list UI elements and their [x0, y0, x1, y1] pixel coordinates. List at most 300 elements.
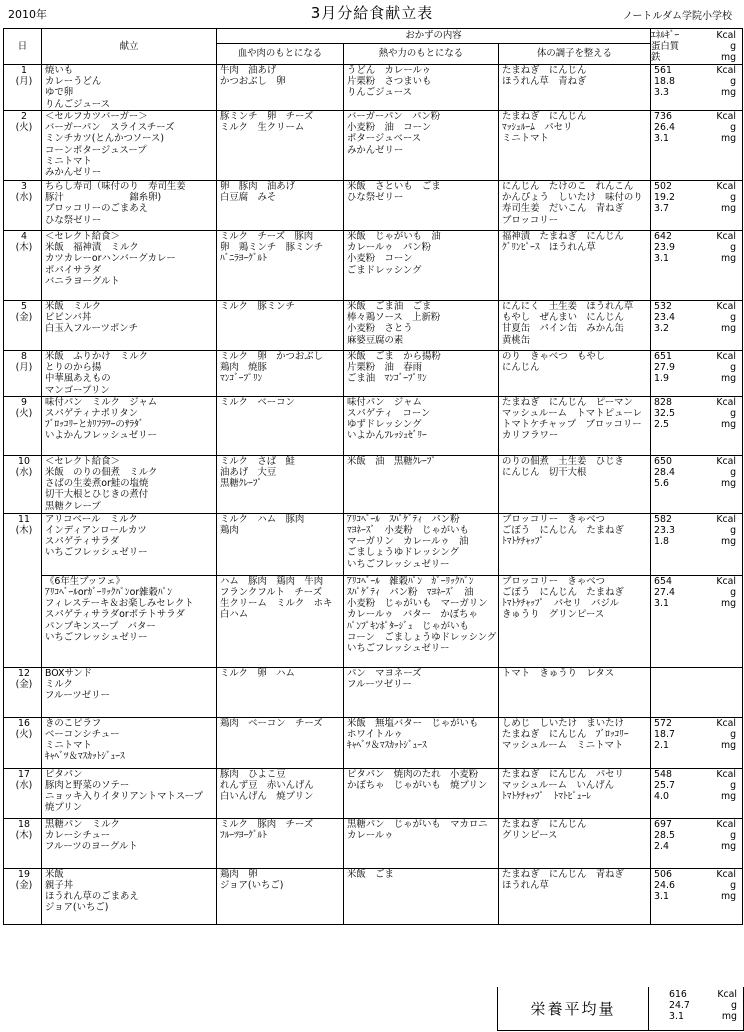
protein-unit: g	[730, 242, 737, 254]
body-line: マッシュルーム いんげん	[502, 780, 614, 792]
heat-line: ゆずドレッシング	[347, 419, 422, 431]
heat-line: ﾏﾖﾈｰｽﾞ 小麦粉 じゃがいも	[347, 525, 469, 537]
blood-cell	[217, 351, 344, 397]
heat-line: 米飯 無塩バター じゃがいも	[347, 717, 479, 729]
iron-value: 3.2	[654, 323, 669, 335]
blood-line: 白豆腐 みそ	[220, 192, 277, 204]
body-header: 体の調子を整える	[499, 44, 651, 65]
blood-line: 鶏肉 卵	[220, 868, 258, 880]
heat-line: カレールゥ バター かぼちゃ	[347, 609, 478, 621]
menu-line: 豚肉と野菜のソテー	[45, 780, 130, 792]
blood-line: ミルク チーズ 豚肉	[220, 231, 314, 242]
blood-line: 生クリーム ミルク ホキ	[220, 598, 333, 610]
nutrition-cell	[651, 111, 743, 181]
body-line: にんにく 土生姜 ほうれん草	[502, 301, 634, 312]
menu-line: ミンチカツ(とんかつソース)	[45, 133, 164, 145]
protein-unit: g	[730, 780, 737, 792]
nutrition-header: ｴﾈﾙｷﾞｰ Kcal 蛋白質 g 鉄 mg	[651, 29, 743, 65]
menu-line: 焼いも	[45, 65, 74, 76]
iron-unit: mg	[720, 253, 737, 265]
heat-cell	[344, 667, 499, 717]
blood-line: ﾊﾞﾆﾗﾖｰｸﾞﾙﾄ	[220, 253, 267, 265]
menu-row	[4, 717, 743, 768]
menu-line: 切干大根とひじきの煮付	[45, 489, 149, 501]
heat-line: みかんゼリー	[347, 144, 404, 156]
blood-line: ミルク 卵 ハム	[220, 667, 295, 679]
blood-cell	[217, 181, 344, 231]
heat-cell	[344, 575, 499, 667]
blood-cell	[217, 396, 344, 455]
iron-value: 1.9	[654, 373, 669, 385]
heat-line: 小麦粉 さとう	[347, 323, 413, 335]
nutrition-cell	[651, 513, 743, 575]
nutrition-cell	[651, 818, 743, 868]
heat-line: ホワイトルゥ	[347, 729, 403, 741]
dish-content-header: おかずの内容	[217, 29, 651, 44]
menu-line: マンゴープリン	[45, 384, 110, 396]
menu-line: バーガーパン スライスチーズ	[45, 122, 175, 134]
heat-line: 黒糖パン じゃがいも マカロニ	[347, 818, 488, 830]
day-cell: 9 (火)	[4, 396, 42, 455]
heat-line: 麻婆豆腐の素	[347, 334, 404, 346]
protein-unit: g	[730, 880, 737, 892]
heat-cell	[344, 301, 499, 351]
menu-line: インディアンロールカツ	[45, 525, 147, 537]
heat-cell	[344, 65, 499, 111]
protein-value: 23.9	[654, 242, 675, 254]
blood-cell	[217, 513, 344, 575]
blood-line: ミルク 卵 かつおぶし	[220, 351, 323, 362]
menu-line: ｱﾘｺﾍﾞｰﾙorｶﾞｰﾘｯｸﾊﾟﾝor雑穀ﾊﾟﾝ	[45, 587, 172, 599]
heat-header: 熱や力のもとになる	[344, 44, 499, 65]
body-line: にんじん 切干大根	[502, 467, 587, 479]
blood-cell	[217, 111, 344, 181]
iron-value: 3.1	[654, 133, 669, 145]
heat-line: 米飯 じゃがいも 油	[347, 231, 441, 242]
menu-line: ひな祭ゼリー	[45, 214, 102, 226]
iron-unit: mg	[720, 841, 737, 853]
blood-line: ミルク さば 鮭	[220, 455, 295, 467]
energy-unit: Kcal	[716, 351, 737, 362]
heat-line: 小麦粉 じゃがいも マーガリン	[347, 598, 488, 610]
menu-cell	[42, 717, 217, 768]
energy-value: 736	[654, 111, 672, 122]
nutrition-cell	[651, 396, 743, 455]
menu-line: スパゲティサラダorポテトサラダ	[45, 609, 185, 621]
nutrition-cell	[651, 301, 743, 351]
menu-line: 豚汁 錦糸卵)	[45, 192, 162, 204]
protein-value: 28.4	[654, 467, 675, 479]
menu-line: 《6年生ブッフェ》	[45, 575, 125, 587]
menu-row	[4, 65, 743, 111]
body-line: トマトケチャップ ブロッコリー	[502, 419, 642, 431]
body-cell	[499, 396, 651, 455]
body-line: マッシュルーム ミニトマト	[502, 740, 624, 752]
heat-line: ｷｬﾍﾞﾂ＆ﾏｽｶｯﾄｼﾞｭｰｽ	[347, 740, 427, 752]
body-line: ﾄﾏﾄｹﾁｬｯﾌﾟ パセリ バジル	[502, 598, 619, 610]
nutrition-cell	[651, 455, 743, 513]
menu-row	[4, 868, 743, 924]
energy-unit: Kcal	[716, 868, 737, 880]
heat-line: いちごフレッシュゼリー	[347, 558, 450, 570]
body-cell	[499, 301, 651, 351]
heat-line: 片栗粉 油 春雨	[347, 362, 423, 374]
body-line: にんじん	[502, 362, 540, 374]
heat-line: ごまドレッシング	[347, 264, 422, 276]
menu-line: ＜セレクト給食＞	[45, 231, 120, 242]
year-label: 2010年	[8, 8, 47, 21]
blood-line: ミルク 豚肉 チーズ	[220, 818, 314, 830]
blood-cell	[217, 717, 344, 768]
menu-line: 米飯 ミルク	[45, 301, 102, 312]
iron-value: 3.1	[654, 891, 669, 903]
menu-header: 献立	[42, 29, 217, 65]
menu-cell	[42, 667, 217, 717]
menu-line: 黒糖パン ミルク	[45, 818, 120, 830]
menu-line: 親子丼	[45, 880, 74, 892]
heat-line: カレールゥ パン粉	[347, 242, 432, 254]
blood-line: ミルク ハム 豚肉	[220, 513, 305, 525]
menu-line: ほうれん草のごまあえ	[45, 891, 139, 903]
energy-value: 650	[654, 455, 672, 467]
body-cell	[499, 818, 651, 868]
protein-value: 19.2	[654, 192, 675, 204]
heat-line: ｱﾘｺﾍﾞｰﾙ ｽﾊﾟｹﾞﾃｨ パン粉	[347, 513, 460, 525]
body-line: ブロッコリー きゃべつ	[502, 575, 605, 587]
menu-line: いよかんフレッシュゼリー	[45, 430, 157, 442]
heat-line: いよかんﾌﾚｯｼｭｾﾞﾘｰ	[347, 430, 427, 442]
iron-value: 2.4	[654, 841, 669, 853]
blood-line: ﾌﾙｰﾂﾖｰｸﾞﾙﾄ	[220, 830, 267, 842]
body-cell	[499, 667, 651, 717]
body-line: ｸﾞﾘﾝﾋﾟｰｽ ほうれん草	[502, 242, 596, 254]
protein-value: 18.7	[654, 729, 675, 741]
heat-line: ひな祭ゼリー	[347, 192, 404, 204]
heat-line: りんごジュース	[347, 87, 412, 99]
menu-line: ﾌﾞﾛｯｺﾘｰとｶﾘﾌﾗﾜｰのｻﾗﾀﾞ	[45, 419, 144, 431]
protein-unit: g	[730, 192, 737, 204]
heat-line: フルーツゼリー	[347, 679, 412, 691]
protein-unit: g	[730, 408, 737, 420]
body-line: かんぴょう しいたけ 味付のり	[502, 192, 643, 204]
body-line: ﾄﾏﾄｹﾁｬｯﾌﾟ	[502, 536, 545, 548]
menu-line: りんごジュース	[45, 98, 110, 110]
blood-cell	[217, 768, 344, 818]
body-cell	[499, 181, 651, 231]
menu-line: カレーうどん	[45, 76, 102, 88]
iron-unit: mg	[720, 536, 737, 548]
heat-line: ｽﾊﾟｹﾞﾃｨ パン粉 ﾏﾖﾈｰｽﾞ 油	[347, 587, 474, 599]
menu-line: いちごフレッシュゼリー	[45, 547, 148, 559]
heat-line: スパゲティ コーン	[347, 408, 431, 420]
menu-line: ちらし寿司（味付のり 寿司生姜	[45, 181, 186, 192]
iron-value: 2.5	[654, 419, 669, 431]
body-line: ごぼう にんじん たまねぎ	[502, 587, 624, 599]
menu-line: パンプキンスープ バター	[45, 620, 156, 632]
heat-cell	[344, 351, 499, 397]
body-line: たまねぎ にんじん ピーマン	[502, 396, 633, 408]
body-line: ほうれん草 青ねぎ	[502, 76, 587, 88]
body-line: グリンピース	[502, 830, 558, 842]
energy-value: 654	[654, 575, 672, 587]
menu-cell	[42, 181, 217, 231]
school-name: ノートルダム学院小学校	[622, 11, 732, 22]
menu-cell	[42, 231, 217, 301]
menu-line: 味付パン ミルク ジャム	[45, 396, 158, 408]
menu-row	[4, 575, 743, 667]
blood-line: ジョア(いちご)	[220, 880, 284, 892]
body-line: ﾏｯｼｭﾙｰﾑ パセリ	[502, 122, 573, 134]
body-line: トマト きゅうり レタス	[502, 667, 615, 679]
menu-line: いちごフレッシュゼリー	[45, 631, 148, 643]
iron-value: 1.8	[654, 536, 669, 548]
protein-unit: g	[730, 729, 737, 741]
day-cell: 4 (木)	[4, 231, 42, 301]
body-line: 甘夏缶 パイン缶 みかん缶	[502, 323, 624, 335]
iron-unit: mg	[720, 891, 737, 903]
menu-line: ＜セルフカツバーガー＞	[45, 111, 148, 122]
blood-line: れんず豆 赤いんげん	[220, 780, 314, 792]
body-line: ブロッコリー	[502, 214, 559, 226]
body-cell	[499, 575, 651, 667]
blood-line: 白ハム	[220, 609, 249, 621]
menu-cell	[42, 768, 217, 818]
menu-cell	[42, 455, 217, 513]
protein-value: 23.4	[654, 312, 675, 324]
iron-unit: mg	[720, 791, 737, 803]
menu-row	[4, 818, 743, 868]
page-title: 3月分給食献立表	[310, 4, 434, 22]
energy-unit: Kcal	[716, 181, 737, 192]
body-line: のり きゃべつ もやし	[502, 351, 606, 362]
day-cell: 10 (水)	[4, 455, 42, 513]
iron-value: 5.6	[654, 478, 669, 490]
menu-cell	[42, 396, 217, 455]
blood-cell	[217, 667, 344, 717]
body-line: しめじ しいたけ まいたけ	[502, 717, 624, 729]
menu-line: みかんゼリー	[45, 167, 102, 179]
iron-unit: mg	[720, 598, 737, 610]
menu-row	[4, 396, 743, 455]
body-line: たまねぎ にんじん 青ねぎ	[502, 868, 624, 880]
blood-cell	[217, 575, 344, 667]
body-line: きゅうり グリンピース	[502, 609, 605, 621]
menu-cell	[42, 868, 217, 924]
energy-value: 572	[654, 717, 672, 729]
menu-line: フルーツのヨーグルト	[45, 841, 138, 853]
menu-line: 米飯 ふりかけ ミルク	[45, 351, 148, 362]
heat-line: 片栗粉 さつまいも	[347, 76, 432, 88]
menu-line: カツカレーorハンバーグカレー	[45, 253, 176, 265]
day-cell: 8 (月)	[4, 351, 42, 397]
nutrition-cell	[651, 868, 743, 924]
body-cell	[499, 231, 651, 301]
energy-value: 582	[654, 513, 672, 525]
body-line: ほうれん草	[502, 880, 549, 892]
iron-value: 3.1	[654, 598, 669, 610]
energy-unit: Kcal	[716, 768, 737, 780]
body-line: マッシュルーム トマトピューレ	[502, 408, 642, 420]
menu-row	[4, 111, 743, 181]
menu-line: きのこピラフ	[45, 717, 102, 729]
day-header: 日	[4, 29, 42, 65]
body-line: たまねぎ にんじん	[502, 111, 587, 122]
protein-unit: g	[730, 122, 737, 134]
menu-row	[4, 513, 743, 575]
energy-unit: Kcal	[716, 231, 737, 242]
energy-value: 697	[654, 818, 672, 830]
menu-line: ブロッコリーのごまあえ	[45, 203, 148, 215]
blood-line: 豚肉 ひよこ豆	[220, 768, 286, 780]
protein-unit: g	[730, 525, 737, 537]
energy-value: 828	[654, 396, 672, 408]
blood-line: ﾏﾝｺﾞｰﾌﾟﾘﾝ	[220, 373, 263, 385]
body-line: たまねぎ にんじん ﾌﾞﾛｯｺﾘｰ	[502, 729, 629, 741]
blood-line: ミルク 豚ミンチ	[220, 301, 295, 312]
blood-header: 血や肉のもとになる	[217, 44, 344, 65]
protein-value: 26.4	[654, 122, 675, 134]
menu-line: 焼プリン	[45, 802, 83, 814]
heat-line: かぼちゃ じゃがいも 焼プリン	[347, 780, 488, 792]
nutrition-cell	[651, 65, 743, 111]
heat-line: ﾊﾟﾝﾌﾟｷﾝﾎﾟﾀｰｼﾞｭ じゃがいも	[347, 620, 469, 632]
blood-line: 白いんげん 焼プリン	[220, 791, 314, 803]
nutrition-cell	[651, 231, 743, 301]
menu-row	[4, 301, 743, 351]
protein-unit: g	[730, 587, 737, 599]
protein-unit: g	[730, 76, 737, 88]
menu-line: ゆで卵	[45, 87, 74, 99]
energy-unit: Kcal	[716, 455, 737, 467]
energy-unit: Kcal	[716, 717, 737, 729]
average-label: 栄養平均量	[498, 987, 649, 1030]
page-header	[0, 0, 744, 26]
blood-line: 卵 豚肉 油あげ	[220, 181, 296, 192]
menu-table	[3, 28, 743, 925]
menu-row	[4, 667, 743, 717]
nutrition-cell	[651, 181, 743, 231]
menu-line: ポパイサラダ	[45, 264, 102, 276]
menu-line: 黒糖クレープ	[45, 500, 101, 512]
energy-value: 642	[654, 231, 672, 242]
menu-line: スパゲティサラダ	[45, 536, 120, 548]
energy-unit: Kcal	[716, 818, 737, 830]
protein-value: 18.8	[654, 76, 675, 88]
energy-unit: Kcal	[716, 65, 737, 76]
blood-line: 油あげ 大豆	[220, 467, 277, 479]
heat-cell	[344, 768, 499, 818]
body-line: のりの佃煮 土生姜 ひじき	[502, 455, 624, 467]
menu-line: スパゲティナポリタン	[45, 408, 138, 420]
iron-unit: mg	[720, 323, 737, 335]
menu-line: ジョア(いちご)	[45, 902, 109, 914]
protein-value: 27.9	[654, 362, 675, 374]
blood-line: フランクフルト チーズ	[220, 587, 323, 599]
heat-line: 味付パン ジャム	[347, 396, 422, 408]
day-cell: 1 (月)	[4, 65, 42, 111]
heat-line: ごま油 ﾏﾝｺﾞｰﾌﾟﾘﾝ	[347, 373, 427, 385]
body-line: ミニトマト	[502, 133, 549, 145]
body-line: 福神漬 たまねぎ にんじん	[502, 231, 624, 242]
menu-row	[4, 455, 743, 513]
body-line: ﾄﾏﾄｹﾁｬｯﾌﾟ ﾄﾏﾄﾋﾟｭｰﾚ	[502, 791, 592, 803]
heat-line: ｱﾘｺﾍﾞｰﾙ 雑穀ﾊﾟﾝ ｶﾞｰﾘｯｸﾊﾟﾝ	[347, 575, 474, 587]
body-line: たまねぎ にんじん	[502, 818, 587, 830]
nutrition-cell	[651, 768, 743, 818]
iron-unit: mg	[720, 740, 737, 752]
heat-line: 米飯 ごま	[347, 868, 394, 880]
protein-value: 25.7	[654, 780, 675, 792]
blood-cell	[217, 65, 344, 111]
heat-cell	[344, 455, 499, 513]
heat-line: 米飯 油 黒糖ｸﾚｰﾌﾟ	[347, 455, 437, 467]
energy-unit: Kcal	[716, 301, 737, 312]
protein-value: 27.4	[654, 587, 675, 599]
energy-value: 532	[654, 301, 672, 312]
protein-unit: g	[730, 362, 737, 374]
energy-unit: Kcal	[716, 575, 737, 587]
blood-line: 牛肉 油あげ	[220, 65, 277, 76]
body-cell	[499, 351, 651, 397]
blood-cell	[217, 455, 344, 513]
body-line: たまねぎ にんじん パセリ	[502, 768, 624, 780]
body-line: たまねぎ にんじん	[502, 65, 587, 76]
iron-value: 3.1	[654, 253, 669, 265]
nutrition-cell	[651, 575, 743, 667]
iron-value: 3.7	[654, 203, 669, 215]
blood-line: 黒糖ｸﾚｰﾌﾟ	[220, 478, 263, 490]
menu-cell	[42, 818, 217, 868]
energy-value: 561	[654, 65, 672, 76]
heat-line: カレールゥ	[347, 830, 394, 842]
blood-line: ミルク 生クリーム	[220, 122, 305, 134]
body-cell	[499, 111, 651, 181]
menu-line: ピタパン	[45, 768, 83, 780]
menu-row	[4, 231, 743, 301]
blood-cell	[217, 231, 344, 301]
nutrition-cell	[651, 717, 743, 768]
energy-value: 548	[654, 768, 672, 780]
heat-cell	[344, 396, 499, 455]
day-cell: 17 (水)	[4, 768, 42, 818]
protein-unit: g	[730, 312, 737, 324]
menu-cell	[42, 513, 217, 575]
menu-cell	[42, 575, 217, 667]
iron-unit: mg	[720, 419, 737, 431]
heat-line: 米飯 ごま から揚粉	[347, 351, 441, 362]
protein-value: 23.3	[654, 525, 675, 537]
heat-line: 小麦粉 コーン	[347, 253, 413, 265]
body-cell	[499, 513, 651, 575]
iron-value: 4.0	[654, 791, 669, 803]
heat-line: 米飯 ごま油 ごま	[347, 301, 432, 312]
heat-line: ごましょうゆドレッシング	[347, 547, 459, 559]
heat-line: バーガーパン パン粉	[347, 111, 441, 122]
menu-row	[4, 181, 743, 231]
menu-line: 米飯 福神漬 ミルク	[45, 242, 139, 254]
body-cell	[499, 455, 651, 513]
energy-unit: Kcal	[716, 396, 737, 408]
heat-cell	[344, 868, 499, 924]
menu-line: ミルク	[45, 679, 73, 691]
menu-line: とりのから揚	[45, 362, 102, 374]
heat-line: 小麦粉 油 コーン	[347, 122, 432, 134]
menu-line: フルーツゼリー	[45, 690, 110, 702]
menu-cell	[42, 301, 217, 351]
blood-line: ハム 豚肉 鶏肉 牛肉	[220, 575, 324, 587]
day-cell: 3 (水)	[4, 181, 42, 231]
day-cell: 2 (火)	[4, 111, 42, 181]
